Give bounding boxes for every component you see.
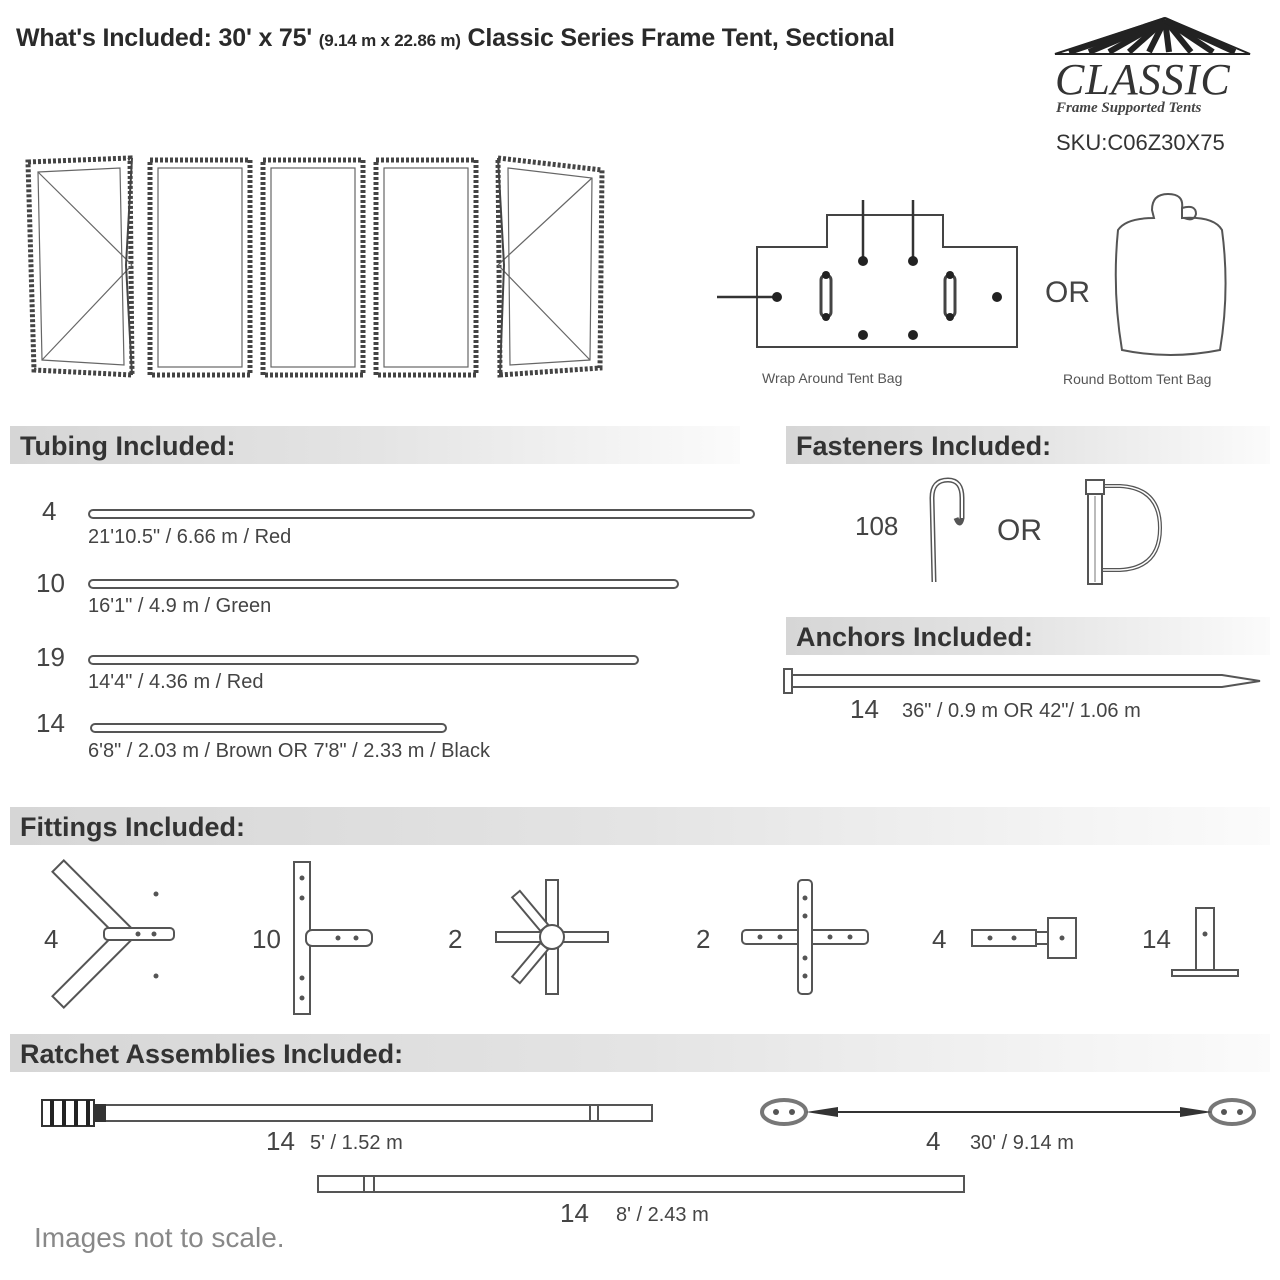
page-title xyxy=(16,24,895,53)
fasteners-qty: 108 xyxy=(855,511,899,541)
fitting-qty-2: 10 xyxy=(252,924,281,954)
fittings-heading: Fittings Included: xyxy=(20,812,245,842)
tubing-qty-1: 4 xyxy=(42,496,57,526)
fittings-section-header xyxy=(10,807,1270,845)
fitting-qty-4: 2 xyxy=(696,924,711,954)
tubing-heading: Tubing Included: xyxy=(20,431,236,461)
tube-icon xyxy=(90,723,448,735)
title-rest: Classic Series Frame Tent, Sectional xyxy=(467,24,895,52)
strap2-qty: 14 xyxy=(560,1198,589,1228)
tube-icon xyxy=(88,655,640,667)
end-plate-fitting-icon xyxy=(970,914,1080,962)
j-hook-pin-icon xyxy=(922,476,972,586)
fitting-qty-5: 4 xyxy=(932,924,947,954)
stake-anchor-icon xyxy=(782,667,1264,695)
logo-wordmark: CLASSIC xyxy=(1055,55,1231,104)
ratchet-strap-label: 5' / 1.52 m xyxy=(310,1132,403,1154)
tubing-qty-3: 19 xyxy=(36,642,65,672)
tee-fitting-icon xyxy=(290,858,380,1018)
wrap-bag-label: Wrap Around Tent Bag xyxy=(762,370,903,386)
ratchet-strap-icon xyxy=(40,1094,656,1130)
anchors-heading: Anchors Included: xyxy=(796,622,1034,652)
strap2-label: 8' / 2.43 m xyxy=(616,1204,709,1226)
round-bag-label: Round Bottom Tent Bag xyxy=(1063,371,1212,387)
round-bottom-tent-bag-icon xyxy=(1110,190,1230,362)
tent-sections-illustration xyxy=(20,150,620,385)
angle-fitting-icon xyxy=(84,876,184,998)
tubing-label-2: 16'1" / 4.9 m / Green xyxy=(88,595,272,617)
fitting-qty-3: 2 xyxy=(448,924,463,954)
tube-icon xyxy=(88,509,756,521)
lynch-pin-icon xyxy=(1078,476,1168,586)
cable-ratchet-icon xyxy=(758,1094,1260,1130)
title-metric: (9.14 m x 22.86 m) xyxy=(318,31,461,50)
tubing-qty-2: 10 xyxy=(36,568,65,598)
fitting-qty-6: 14 xyxy=(1142,924,1171,954)
scale-note: Images not to scale. xyxy=(34,1222,285,1253)
ratchet-strap-qty: 14 xyxy=(266,1126,295,1156)
fasteners-section-header xyxy=(786,426,1270,464)
fitting-qty-1: 4 xyxy=(44,924,59,954)
sku-label: SKU:C06Z30X75 xyxy=(1056,130,1225,155)
tubing-qty-4: 14 xyxy=(36,708,65,738)
logo-tagline: Frame Supported Tents xyxy=(1056,100,1202,116)
fasteners-heading: Fasteners Included: xyxy=(796,431,1052,461)
strap-icon xyxy=(316,1174,968,1196)
anchors-qty: 14 xyxy=(850,694,879,724)
cable-qty: 4 xyxy=(926,1126,941,1156)
classic-logo-canopy-icon xyxy=(1055,18,1250,56)
ratchets-heading: Ratchet Assemblies Included: xyxy=(20,1039,404,1069)
ratchets-section-header xyxy=(10,1034,1270,1072)
tube-icon xyxy=(88,579,680,591)
tubing-label-1: 21'10.5" / 6.66 m / Red xyxy=(88,526,292,548)
fastener-or-label: OR xyxy=(997,514,1042,547)
wrap-around-tent-bag-icon xyxy=(715,195,1025,355)
title-main: What's Included: 30' x 75' xyxy=(16,24,313,52)
cross-fitting-icon xyxy=(740,878,870,996)
tubing-label-3: 14'4" / 4.36 m / Red xyxy=(88,671,264,693)
anchors-section-header xyxy=(786,617,1270,655)
tubing-label-4: 6'8" / 2.03 m / Brown OR 7'8" / 2.33 m / Black xyxy=(88,740,491,762)
foot-plate-fitting-icon xyxy=(1170,904,1242,980)
cable-label: 30' / 9.14 m xyxy=(970,1132,1074,1154)
anchors-label: 36" / 0.9 m OR 42"/ 1.06 m xyxy=(902,700,1141,722)
hub-fitting-icon xyxy=(494,878,614,998)
tubing-section-header xyxy=(10,426,740,464)
bag-or-label: OR xyxy=(1045,276,1090,309)
